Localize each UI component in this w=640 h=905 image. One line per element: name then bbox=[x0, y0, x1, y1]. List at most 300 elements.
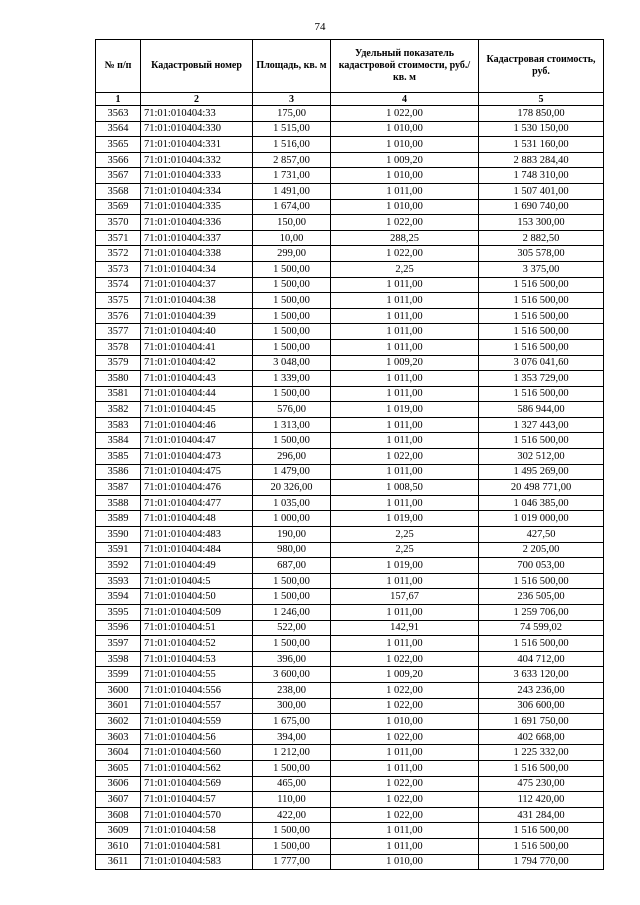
area: 238,00 bbox=[253, 682, 331, 698]
unit-rate: 1 011,00 bbox=[331, 495, 479, 511]
cadastral-value: 1 530 150,00 bbox=[479, 121, 604, 137]
unit-rate: 1 011,00 bbox=[331, 745, 479, 761]
cadastral-value: 1 507 401,00 bbox=[479, 183, 604, 199]
unit-rate: 1 011,00 bbox=[331, 605, 479, 621]
row-index: 3598 bbox=[96, 651, 141, 667]
row-index: 3572 bbox=[96, 246, 141, 262]
header-area: Площадь, кв. м bbox=[253, 40, 331, 93]
area: 150,00 bbox=[253, 215, 331, 231]
cadastral-number: 71:01:010404:336 bbox=[141, 215, 253, 231]
cadastral-number: 71:01:010404:333 bbox=[141, 168, 253, 184]
cadastral-value: 178 850,00 bbox=[479, 106, 604, 122]
row-index: 3592 bbox=[96, 558, 141, 574]
unit-rate: 1 011,00 bbox=[331, 823, 479, 839]
table-row bbox=[96, 230, 604, 246]
area: 1 500,00 bbox=[253, 433, 331, 449]
area: 3 600,00 bbox=[253, 667, 331, 683]
table-row bbox=[96, 215, 604, 231]
area: 1 313,00 bbox=[253, 417, 331, 433]
unit-rate: 1 022,00 bbox=[331, 698, 479, 714]
row-index: 3574 bbox=[96, 277, 141, 293]
cadastral-number: 71:01:010404:50 bbox=[141, 589, 253, 605]
table-row bbox=[96, 573, 604, 589]
cadastral-value: 1 516 500,00 bbox=[479, 324, 604, 340]
row-index: 3578 bbox=[96, 339, 141, 355]
table-row bbox=[96, 838, 604, 854]
row-index: 3577 bbox=[96, 324, 141, 340]
cadastral-number: 71:01:010404:473 bbox=[141, 449, 253, 465]
row-index: 3594 bbox=[96, 589, 141, 605]
cadastral-value: 431 284,00 bbox=[479, 807, 604, 823]
table-row bbox=[96, 527, 604, 543]
cadastral-value: 586 944,00 bbox=[479, 402, 604, 418]
row-index: 3606 bbox=[96, 776, 141, 792]
table-row bbox=[96, 199, 604, 215]
cadastral-value: 1 516 500,00 bbox=[479, 838, 604, 854]
cadastral-number: 71:01:010404:560 bbox=[141, 745, 253, 761]
table-row bbox=[96, 511, 604, 527]
table-row bbox=[96, 324, 604, 340]
area: 1 246,00 bbox=[253, 605, 331, 621]
cadastral-number: 71:01:010404:556 bbox=[141, 682, 253, 698]
row-index: 3579 bbox=[96, 355, 141, 371]
cadastral-value: 402 668,00 bbox=[479, 729, 604, 745]
table-row bbox=[96, 714, 604, 730]
table-row bbox=[96, 308, 604, 324]
cadastral-value: 1 516 500,00 bbox=[479, 636, 604, 652]
row-index: 3566 bbox=[96, 152, 141, 168]
cadastral-number: 71:01:010404:475 bbox=[141, 464, 253, 480]
cadastral-number: 71:01:010404:557 bbox=[141, 698, 253, 714]
area: 1 212,00 bbox=[253, 745, 331, 761]
area: 396,00 bbox=[253, 651, 331, 667]
area: 1 500,00 bbox=[253, 386, 331, 402]
area: 422,00 bbox=[253, 807, 331, 823]
table-row bbox=[96, 246, 604, 262]
table-row bbox=[96, 121, 604, 137]
row-index: 3595 bbox=[96, 605, 141, 621]
area: 1 491,00 bbox=[253, 183, 331, 199]
cadastral-number: 71:01:010404:45 bbox=[141, 402, 253, 418]
unit-rate: 1 011,00 bbox=[331, 760, 479, 776]
cadastral-value: 305 578,00 bbox=[479, 246, 604, 262]
cadastral-number: 71:01:010404:337 bbox=[141, 230, 253, 246]
cadastral-number: 71:01:010404:42 bbox=[141, 355, 253, 371]
header-cadastral-number: Кадастровый номер bbox=[141, 40, 253, 93]
column-number: 2 bbox=[141, 93, 253, 106]
cadastral-value: 153 300,00 bbox=[479, 215, 604, 231]
area: 1 035,00 bbox=[253, 495, 331, 511]
row-index: 3590 bbox=[96, 527, 141, 543]
cadastral-value: 1 225 332,00 bbox=[479, 745, 604, 761]
area: 1 500,00 bbox=[253, 277, 331, 293]
cadastral-number: 71:01:010404:52 bbox=[141, 636, 253, 652]
row-index: 3605 bbox=[96, 760, 141, 776]
row-index: 3580 bbox=[96, 371, 141, 387]
cadastral-value: 2 883 284,40 bbox=[479, 152, 604, 168]
table-row bbox=[96, 371, 604, 387]
cadastral-value: 1 516 500,00 bbox=[479, 573, 604, 589]
cadastral-value: 112 420,00 bbox=[479, 792, 604, 808]
row-index: 3609 bbox=[96, 823, 141, 839]
area: 1 675,00 bbox=[253, 714, 331, 730]
cadastral-value: 1 046 385,00 bbox=[479, 495, 604, 511]
row-index: 3567 bbox=[96, 168, 141, 184]
cadastral-number: 71:01:010404:334 bbox=[141, 183, 253, 199]
row-index: 3570 bbox=[96, 215, 141, 231]
unit-rate: 288,25 bbox=[331, 230, 479, 246]
row-index: 3593 bbox=[96, 573, 141, 589]
table-row bbox=[96, 495, 604, 511]
unit-rate: 1 019,00 bbox=[331, 402, 479, 418]
cadastral-value: 1 259 706,00 bbox=[479, 605, 604, 621]
cadastral-number: 71:01:010404:56 bbox=[141, 729, 253, 745]
cadastral-number: 71:01:010404:570 bbox=[141, 807, 253, 823]
area: 1 500,00 bbox=[253, 573, 331, 589]
cadastral-value: 74 599,02 bbox=[479, 620, 604, 636]
cadastral-number: 71:01:010404:39 bbox=[141, 308, 253, 324]
table-row bbox=[96, 339, 604, 355]
cadastral-value: 306 600,00 bbox=[479, 698, 604, 714]
cadastral-value: 700 053,00 bbox=[479, 558, 604, 574]
area: 299,00 bbox=[253, 246, 331, 262]
unit-rate: 157,67 bbox=[331, 589, 479, 605]
cadastral-number: 71:01:010404:43 bbox=[141, 371, 253, 387]
table-row bbox=[96, 792, 604, 808]
row-index: 3563 bbox=[96, 106, 141, 122]
cadastral-value: 1 516 500,00 bbox=[479, 277, 604, 293]
row-index: 3588 bbox=[96, 495, 141, 511]
unit-rate: 1 011,00 bbox=[331, 838, 479, 854]
area: 522,00 bbox=[253, 620, 331, 636]
unit-rate: 1 011,00 bbox=[331, 417, 479, 433]
unit-rate: 1 022,00 bbox=[331, 807, 479, 823]
cadastral-value: 1 690 740,00 bbox=[479, 199, 604, 215]
unit-rate: 1 011,00 bbox=[331, 308, 479, 324]
unit-rate: 1 022,00 bbox=[331, 776, 479, 792]
cadastral-number: 71:01:010404:38 bbox=[141, 293, 253, 309]
row-index: 3573 bbox=[96, 261, 141, 277]
row-index: 3587 bbox=[96, 480, 141, 496]
table-row bbox=[96, 807, 604, 823]
unit-rate: 2,25 bbox=[331, 542, 479, 558]
unit-rate: 1 011,00 bbox=[331, 339, 479, 355]
row-index: 3599 bbox=[96, 667, 141, 683]
cadastral-number: 71:01:010404:332 bbox=[141, 152, 253, 168]
table-row bbox=[96, 745, 604, 761]
cadastral-number: 71:01:010404:53 bbox=[141, 651, 253, 667]
area: 687,00 bbox=[253, 558, 331, 574]
unit-rate: 1 019,00 bbox=[331, 558, 479, 574]
area: 1 777,00 bbox=[253, 854, 331, 870]
table-row bbox=[96, 449, 604, 465]
table-row bbox=[96, 417, 604, 433]
cadastral-value: 404 712,00 bbox=[479, 651, 604, 667]
row-index: 3607 bbox=[96, 792, 141, 808]
area: 465,00 bbox=[253, 776, 331, 792]
row-index: 3583 bbox=[96, 417, 141, 433]
area: 1 500,00 bbox=[253, 823, 331, 839]
area: 1 515,00 bbox=[253, 121, 331, 137]
unit-rate: 1 011,00 bbox=[331, 183, 479, 199]
row-index: 3582 bbox=[96, 402, 141, 418]
cadastral-number: 71:01:010404:483 bbox=[141, 527, 253, 543]
row-index: 3601 bbox=[96, 698, 141, 714]
table-row bbox=[96, 168, 604, 184]
cadastral-number: 71:01:010404:330 bbox=[141, 121, 253, 137]
area: 1 500,00 bbox=[253, 261, 331, 277]
cadastral-number: 71:01:010404:41 bbox=[141, 339, 253, 355]
area: 1 500,00 bbox=[253, 589, 331, 605]
cadastral-value: 2 205,00 bbox=[479, 542, 604, 558]
area: 1 500,00 bbox=[253, 636, 331, 652]
area: 110,00 bbox=[253, 792, 331, 808]
header-row bbox=[96, 40, 604, 93]
cadastral-value: 1 516 500,00 bbox=[479, 823, 604, 839]
unit-rate: 1 022,00 bbox=[331, 792, 479, 808]
area: 1 500,00 bbox=[253, 324, 331, 340]
table-row bbox=[96, 651, 604, 667]
unit-rate: 1 011,00 bbox=[331, 371, 479, 387]
unit-rate: 1 011,00 bbox=[331, 433, 479, 449]
row-index: 3571 bbox=[96, 230, 141, 246]
unit-rate: 1 011,00 bbox=[331, 386, 479, 402]
unit-rate: 1 022,00 bbox=[331, 651, 479, 667]
unit-rate: 1 022,00 bbox=[331, 682, 479, 698]
cadastral-number: 71:01:010404:331 bbox=[141, 137, 253, 153]
cadastral-number: 71:01:010404:509 bbox=[141, 605, 253, 621]
cadastral-number: 71:01:010404:5 bbox=[141, 573, 253, 589]
unit-rate: 1 011,00 bbox=[331, 573, 479, 589]
row-index: 3565 bbox=[96, 137, 141, 153]
cadastral-value: 3 375,00 bbox=[479, 261, 604, 277]
table-row bbox=[96, 355, 604, 371]
area: 1 731,00 bbox=[253, 168, 331, 184]
area: 1 500,00 bbox=[253, 760, 331, 776]
table-row bbox=[96, 261, 604, 277]
area: 1 500,00 bbox=[253, 293, 331, 309]
cadastral-number: 71:01:010404:44 bbox=[141, 386, 253, 402]
row-index: 3597 bbox=[96, 636, 141, 652]
area: 296,00 bbox=[253, 449, 331, 465]
cadastral-number: 71:01:010404:49 bbox=[141, 558, 253, 574]
unit-rate: 1 011,00 bbox=[331, 464, 479, 480]
table-row bbox=[96, 402, 604, 418]
row-index: 3568 bbox=[96, 183, 141, 199]
area: 1 000,00 bbox=[253, 511, 331, 527]
column-number: 1 bbox=[96, 93, 141, 106]
row-index: 3585 bbox=[96, 449, 141, 465]
table-row bbox=[96, 480, 604, 496]
row-index: 3564 bbox=[96, 121, 141, 137]
table-row bbox=[96, 620, 604, 636]
unit-rate: 1 011,00 bbox=[331, 293, 479, 309]
unit-rate: 1 022,00 bbox=[331, 729, 479, 745]
row-index: 3576 bbox=[96, 308, 141, 324]
area: 175,00 bbox=[253, 106, 331, 122]
header-cadastral-value: Кадастровая стоимость, руб. bbox=[479, 40, 604, 93]
table-row bbox=[96, 152, 604, 168]
row-index: 3586 bbox=[96, 464, 141, 480]
row-index: 3569 bbox=[96, 199, 141, 215]
cadastral-value: 1 516 500,00 bbox=[479, 339, 604, 355]
area: 1 500,00 bbox=[253, 339, 331, 355]
table-row bbox=[96, 542, 604, 558]
row-index: 3600 bbox=[96, 682, 141, 698]
cadastral-value: 1 748 310,00 bbox=[479, 168, 604, 184]
row-index: 3611 bbox=[96, 854, 141, 870]
row-index: 3603 bbox=[96, 729, 141, 745]
cadastral-value: 427,50 bbox=[479, 527, 604, 543]
area: 1 479,00 bbox=[253, 464, 331, 480]
table-row bbox=[96, 698, 604, 714]
table-row bbox=[96, 605, 604, 621]
cadastral-number: 71:01:010404:569 bbox=[141, 776, 253, 792]
unit-rate: 1 008,50 bbox=[331, 480, 479, 496]
unit-rate: 1 009,20 bbox=[331, 667, 479, 683]
row-index: 3589 bbox=[96, 511, 141, 527]
table-row bbox=[96, 386, 604, 402]
cadastral-value: 236 505,00 bbox=[479, 589, 604, 605]
cadastral-number: 71:01:010404:476 bbox=[141, 480, 253, 496]
table-row bbox=[96, 589, 604, 605]
area: 1 500,00 bbox=[253, 838, 331, 854]
unit-rate: 1 010,00 bbox=[331, 854, 479, 870]
unit-rate: 1 019,00 bbox=[331, 511, 479, 527]
table-row bbox=[96, 106, 604, 122]
unit-rate: 1 011,00 bbox=[331, 277, 479, 293]
cadastral-number: 71:01:010404:583 bbox=[141, 854, 253, 870]
cadastral-number: 71:01:010404:34 bbox=[141, 261, 253, 277]
row-index: 3596 bbox=[96, 620, 141, 636]
area: 3 048,00 bbox=[253, 355, 331, 371]
cadastral-number: 71:01:010404:55 bbox=[141, 667, 253, 683]
table-row bbox=[96, 823, 604, 839]
unit-rate: 1 022,00 bbox=[331, 246, 479, 262]
table-body bbox=[96, 106, 604, 870]
table-row bbox=[96, 558, 604, 574]
unit-rate: 1 010,00 bbox=[331, 168, 479, 184]
area: 1 674,00 bbox=[253, 199, 331, 215]
cadastral-value: 2 882,50 bbox=[479, 230, 604, 246]
area: 300,00 bbox=[253, 698, 331, 714]
area: 2 857,00 bbox=[253, 152, 331, 168]
table-row bbox=[96, 854, 604, 870]
cadastral-number: 71:01:010404:477 bbox=[141, 495, 253, 511]
table-row bbox=[96, 293, 604, 309]
unit-rate: 1 010,00 bbox=[331, 199, 479, 215]
cadastral-value: 1 531 160,00 bbox=[479, 137, 604, 153]
cadastral-number: 71:01:010404:562 bbox=[141, 760, 253, 776]
table-row bbox=[96, 760, 604, 776]
cadastral-value: 1 495 269,00 bbox=[479, 464, 604, 480]
cadastral-value: 20 498 771,00 bbox=[479, 480, 604, 496]
column-number: 3 bbox=[253, 93, 331, 106]
cadastral-number: 71:01:010404:559 bbox=[141, 714, 253, 730]
unit-rate: 1 009,20 bbox=[331, 355, 479, 371]
cadastral-value: 1 794 770,00 bbox=[479, 854, 604, 870]
unit-rate: 1 011,00 bbox=[331, 636, 479, 652]
table-row bbox=[96, 137, 604, 153]
area: 576,00 bbox=[253, 402, 331, 418]
area: 1 339,00 bbox=[253, 371, 331, 387]
cadastral-number: 71:01:010404:40 bbox=[141, 324, 253, 340]
row-index: 3608 bbox=[96, 807, 141, 823]
page-number: 74 bbox=[314, 21, 326, 33]
cadastral-number: 71:01:010404:58 bbox=[141, 823, 253, 839]
cadastral-number: 71:01:010404:47 bbox=[141, 433, 253, 449]
cadastral-value: 1 516 500,00 bbox=[479, 760, 604, 776]
area: 980,00 bbox=[253, 542, 331, 558]
cadastral-number: 71:01:010404:46 bbox=[141, 417, 253, 433]
cadastral-value: 1 516 500,00 bbox=[479, 308, 604, 324]
table-row bbox=[96, 729, 604, 745]
area: 1 500,00 bbox=[253, 308, 331, 324]
table-row bbox=[96, 776, 604, 792]
unit-rate: 2,25 bbox=[331, 527, 479, 543]
cadastral-value: 1 691 750,00 bbox=[479, 714, 604, 730]
area: 394,00 bbox=[253, 729, 331, 745]
cadastral-value: 1 516 500,00 bbox=[479, 293, 604, 309]
cadastral-number: 71:01:010404:335 bbox=[141, 199, 253, 215]
row-index: 3591 bbox=[96, 542, 141, 558]
cadastral-value: 475 230,00 bbox=[479, 776, 604, 792]
table-row bbox=[96, 464, 604, 480]
column-number: 4 bbox=[331, 93, 479, 106]
unit-rate: 1 022,00 bbox=[331, 106, 479, 122]
header-unit-rate: Удельный показатель кадастровой стоимости, руб./кв. м bbox=[331, 40, 479, 93]
cadastral-value: 3 076 041,60 bbox=[479, 355, 604, 371]
cadastral-number: 71:01:010404:37 bbox=[141, 277, 253, 293]
unit-rate: 1 010,00 bbox=[331, 121, 479, 137]
cadastral-value: 1 353 729,00 bbox=[479, 371, 604, 387]
header-index: № п/п bbox=[96, 40, 141, 93]
unit-rate: 142,91 bbox=[331, 620, 479, 636]
row-index: 3604 bbox=[96, 745, 141, 761]
cadastral-number: 71:01:010404:581 bbox=[141, 838, 253, 854]
cadastral-number: 71:01:010404:51 bbox=[141, 620, 253, 636]
cadastral-value: 1 516 500,00 bbox=[479, 386, 604, 402]
table-row bbox=[96, 277, 604, 293]
cadastral-value: 3 633 120,00 bbox=[479, 667, 604, 683]
unit-rate: 1 009,20 bbox=[331, 152, 479, 168]
cadastral-number: 71:01:010404:57 bbox=[141, 792, 253, 808]
unit-rate: 1 022,00 bbox=[331, 215, 479, 231]
unit-rate: 1 022,00 bbox=[331, 449, 479, 465]
cadastral-number: 71:01:010404:338 bbox=[141, 246, 253, 262]
cadastral-value: 1 019 000,00 bbox=[479, 511, 604, 527]
area: 190,00 bbox=[253, 527, 331, 543]
row-index: 3602 bbox=[96, 714, 141, 730]
row-index: 3575 bbox=[96, 293, 141, 309]
cadastral-number: 71:01:010404:48 bbox=[141, 511, 253, 527]
row-index: 3584 bbox=[96, 433, 141, 449]
unit-rate: 1 010,00 bbox=[331, 714, 479, 730]
area: 1 516,00 bbox=[253, 137, 331, 153]
cadastral-value: 1 516 500,00 bbox=[479, 433, 604, 449]
table-row bbox=[96, 433, 604, 449]
table-row bbox=[96, 183, 604, 199]
column-number-row bbox=[96, 93, 604, 106]
area: 20 326,00 bbox=[253, 480, 331, 496]
table-row bbox=[96, 682, 604, 698]
cadastral-number: 71:01:010404:33 bbox=[141, 106, 253, 122]
cadastral-value: 302 512,00 bbox=[479, 449, 604, 465]
area: 10,00 bbox=[253, 230, 331, 246]
row-index: 3581 bbox=[96, 386, 141, 402]
table-row bbox=[96, 636, 604, 652]
cadastral-value: 243 236,00 bbox=[479, 682, 604, 698]
